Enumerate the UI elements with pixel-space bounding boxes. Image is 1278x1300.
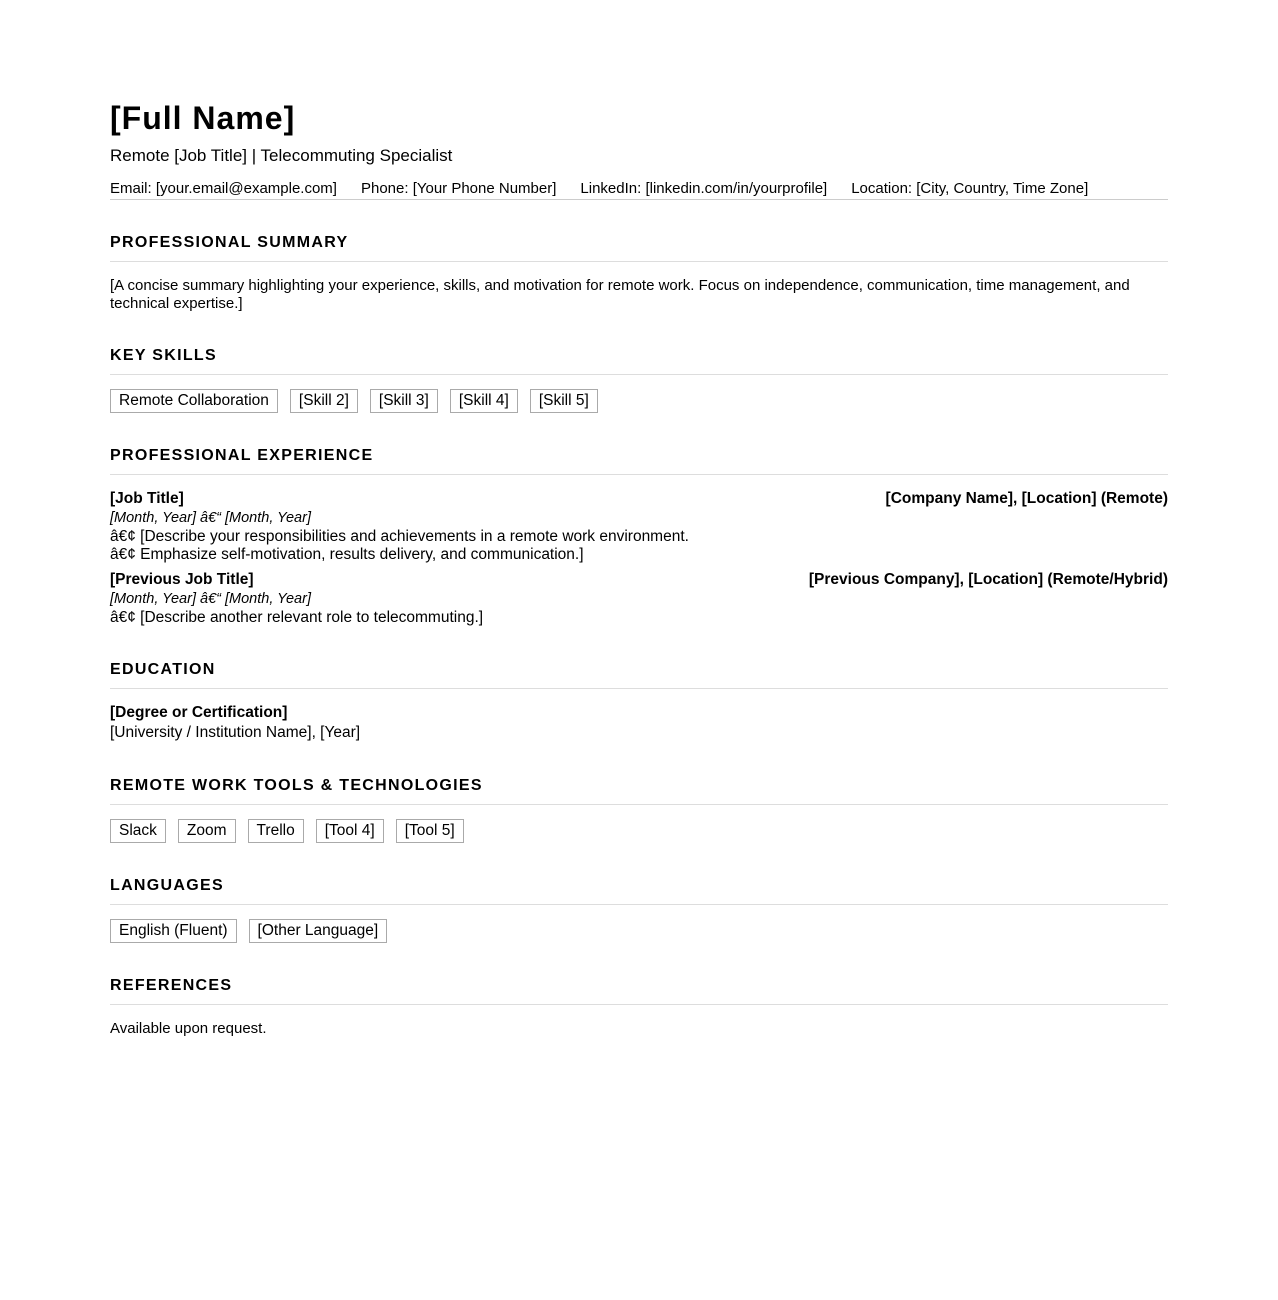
references-text: Available upon request. bbox=[110, 1020, 267, 1037]
resume-page bbox=[110, 98, 1168, 1038]
resume-header bbox=[110, 98, 1168, 200]
languages-section bbox=[110, 875, 1168, 943]
language-tag: English (Fluent) bbox=[110, 919, 237, 943]
contact-bar bbox=[110, 179, 1168, 200]
contact-phone: Phone: [Your Phone Number] bbox=[360, 180, 557, 197]
section-title-summary: PROFESSIONAL SUMMARY bbox=[110, 232, 1168, 262]
experience-list bbox=[110, 489, 1168, 627]
section-title-education: EDUCATION bbox=[110, 659, 1168, 689]
experience-section bbox=[110, 445, 1168, 627]
tool-tag: Zoom bbox=[178, 819, 236, 843]
tools-section bbox=[110, 775, 1168, 843]
job-subtitle: Remote [Job Title] | Telecommuting Specialist bbox=[110, 146, 453, 165]
tool-tag: [Tool 4] bbox=[316, 819, 384, 843]
contact-location: Location: [City, Country, Time Zone] bbox=[851, 180, 1089, 197]
education-entry bbox=[110, 703, 1168, 743]
job-entry bbox=[110, 489, 1168, 564]
full-name: [Full Name] bbox=[110, 100, 296, 136]
skill-tag: [Skill 5] bbox=[530, 389, 598, 413]
job-title: [Previous Job Title] bbox=[110, 571, 254, 588]
skills-section bbox=[110, 345, 1168, 413]
job-bullet: â€¢ Emphasize self-motivation, results delivery, and communication.] bbox=[110, 546, 584, 563]
job-entry bbox=[110, 570, 1168, 627]
contact-linkedin: LinkedIn: [linkedin.com/in/yourprofile] bbox=[580, 180, 828, 197]
section-title-experience: PROFESSIONAL EXPERIENCE bbox=[110, 445, 1168, 475]
job-dates: [Month, Year] â€“ [Month, Year] bbox=[110, 591, 311, 607]
tools-tag-list bbox=[110, 819, 1168, 843]
references-section bbox=[110, 975, 1168, 1038]
tool-tag: Trello bbox=[248, 819, 304, 843]
job-company: [Previous Company], [Location] (Remote/Hybrid) bbox=[808, 571, 1168, 588]
job-bullet: â€¢ [Describe your responsibilities and achievements in a remote work environment. bbox=[110, 528, 689, 545]
tool-tag: Slack bbox=[110, 819, 166, 843]
summary-text: [A concise summary highlighting your experience, skills, and motivation for remote work. Focus on independence, communication, time management, and technical expertise.] bbox=[110, 277, 1130, 312]
skill-tag: Remote Collaboration bbox=[110, 389, 278, 413]
section-title-references: REFERENCES bbox=[110, 975, 1168, 1005]
job-header bbox=[110, 570, 1168, 590]
languages-tag-list bbox=[110, 919, 1168, 943]
job-header bbox=[110, 489, 1168, 509]
skill-tag: [Skill 2] bbox=[290, 389, 358, 413]
job-dates: [Month, Year] â€“ [Month, Year] bbox=[110, 510, 311, 526]
job-title: [Job Title] bbox=[110, 490, 184, 507]
section-title-skills: KEY SKILLS bbox=[110, 345, 1168, 375]
education-degree: [Degree or Certification] bbox=[110, 704, 288, 721]
contact-email: Email: [your.email@example.com] bbox=[110, 180, 337, 197]
section-title-tools: REMOTE WORK TOOLS & TECHNOLOGIES bbox=[110, 775, 1168, 805]
education-institution: [University / Institution Name], [Year] bbox=[110, 724, 361, 741]
section-title-languages: LANGUAGES bbox=[110, 875, 1168, 905]
skill-tag: [Skill 3] bbox=[370, 389, 438, 413]
tool-tag: [Tool 5] bbox=[396, 819, 464, 843]
skill-tag: [Skill 4] bbox=[450, 389, 518, 413]
education-section bbox=[110, 659, 1168, 743]
language-tag: [Other Language] bbox=[249, 919, 388, 943]
job-bullet: â€¢ [Describe another relevant role to telecommuting.] bbox=[110, 609, 484, 626]
job-company: [Company Name], [Location] (Remote) bbox=[885, 490, 1168, 507]
skills-tag-list bbox=[110, 389, 1168, 413]
summary-section bbox=[110, 232, 1168, 313]
